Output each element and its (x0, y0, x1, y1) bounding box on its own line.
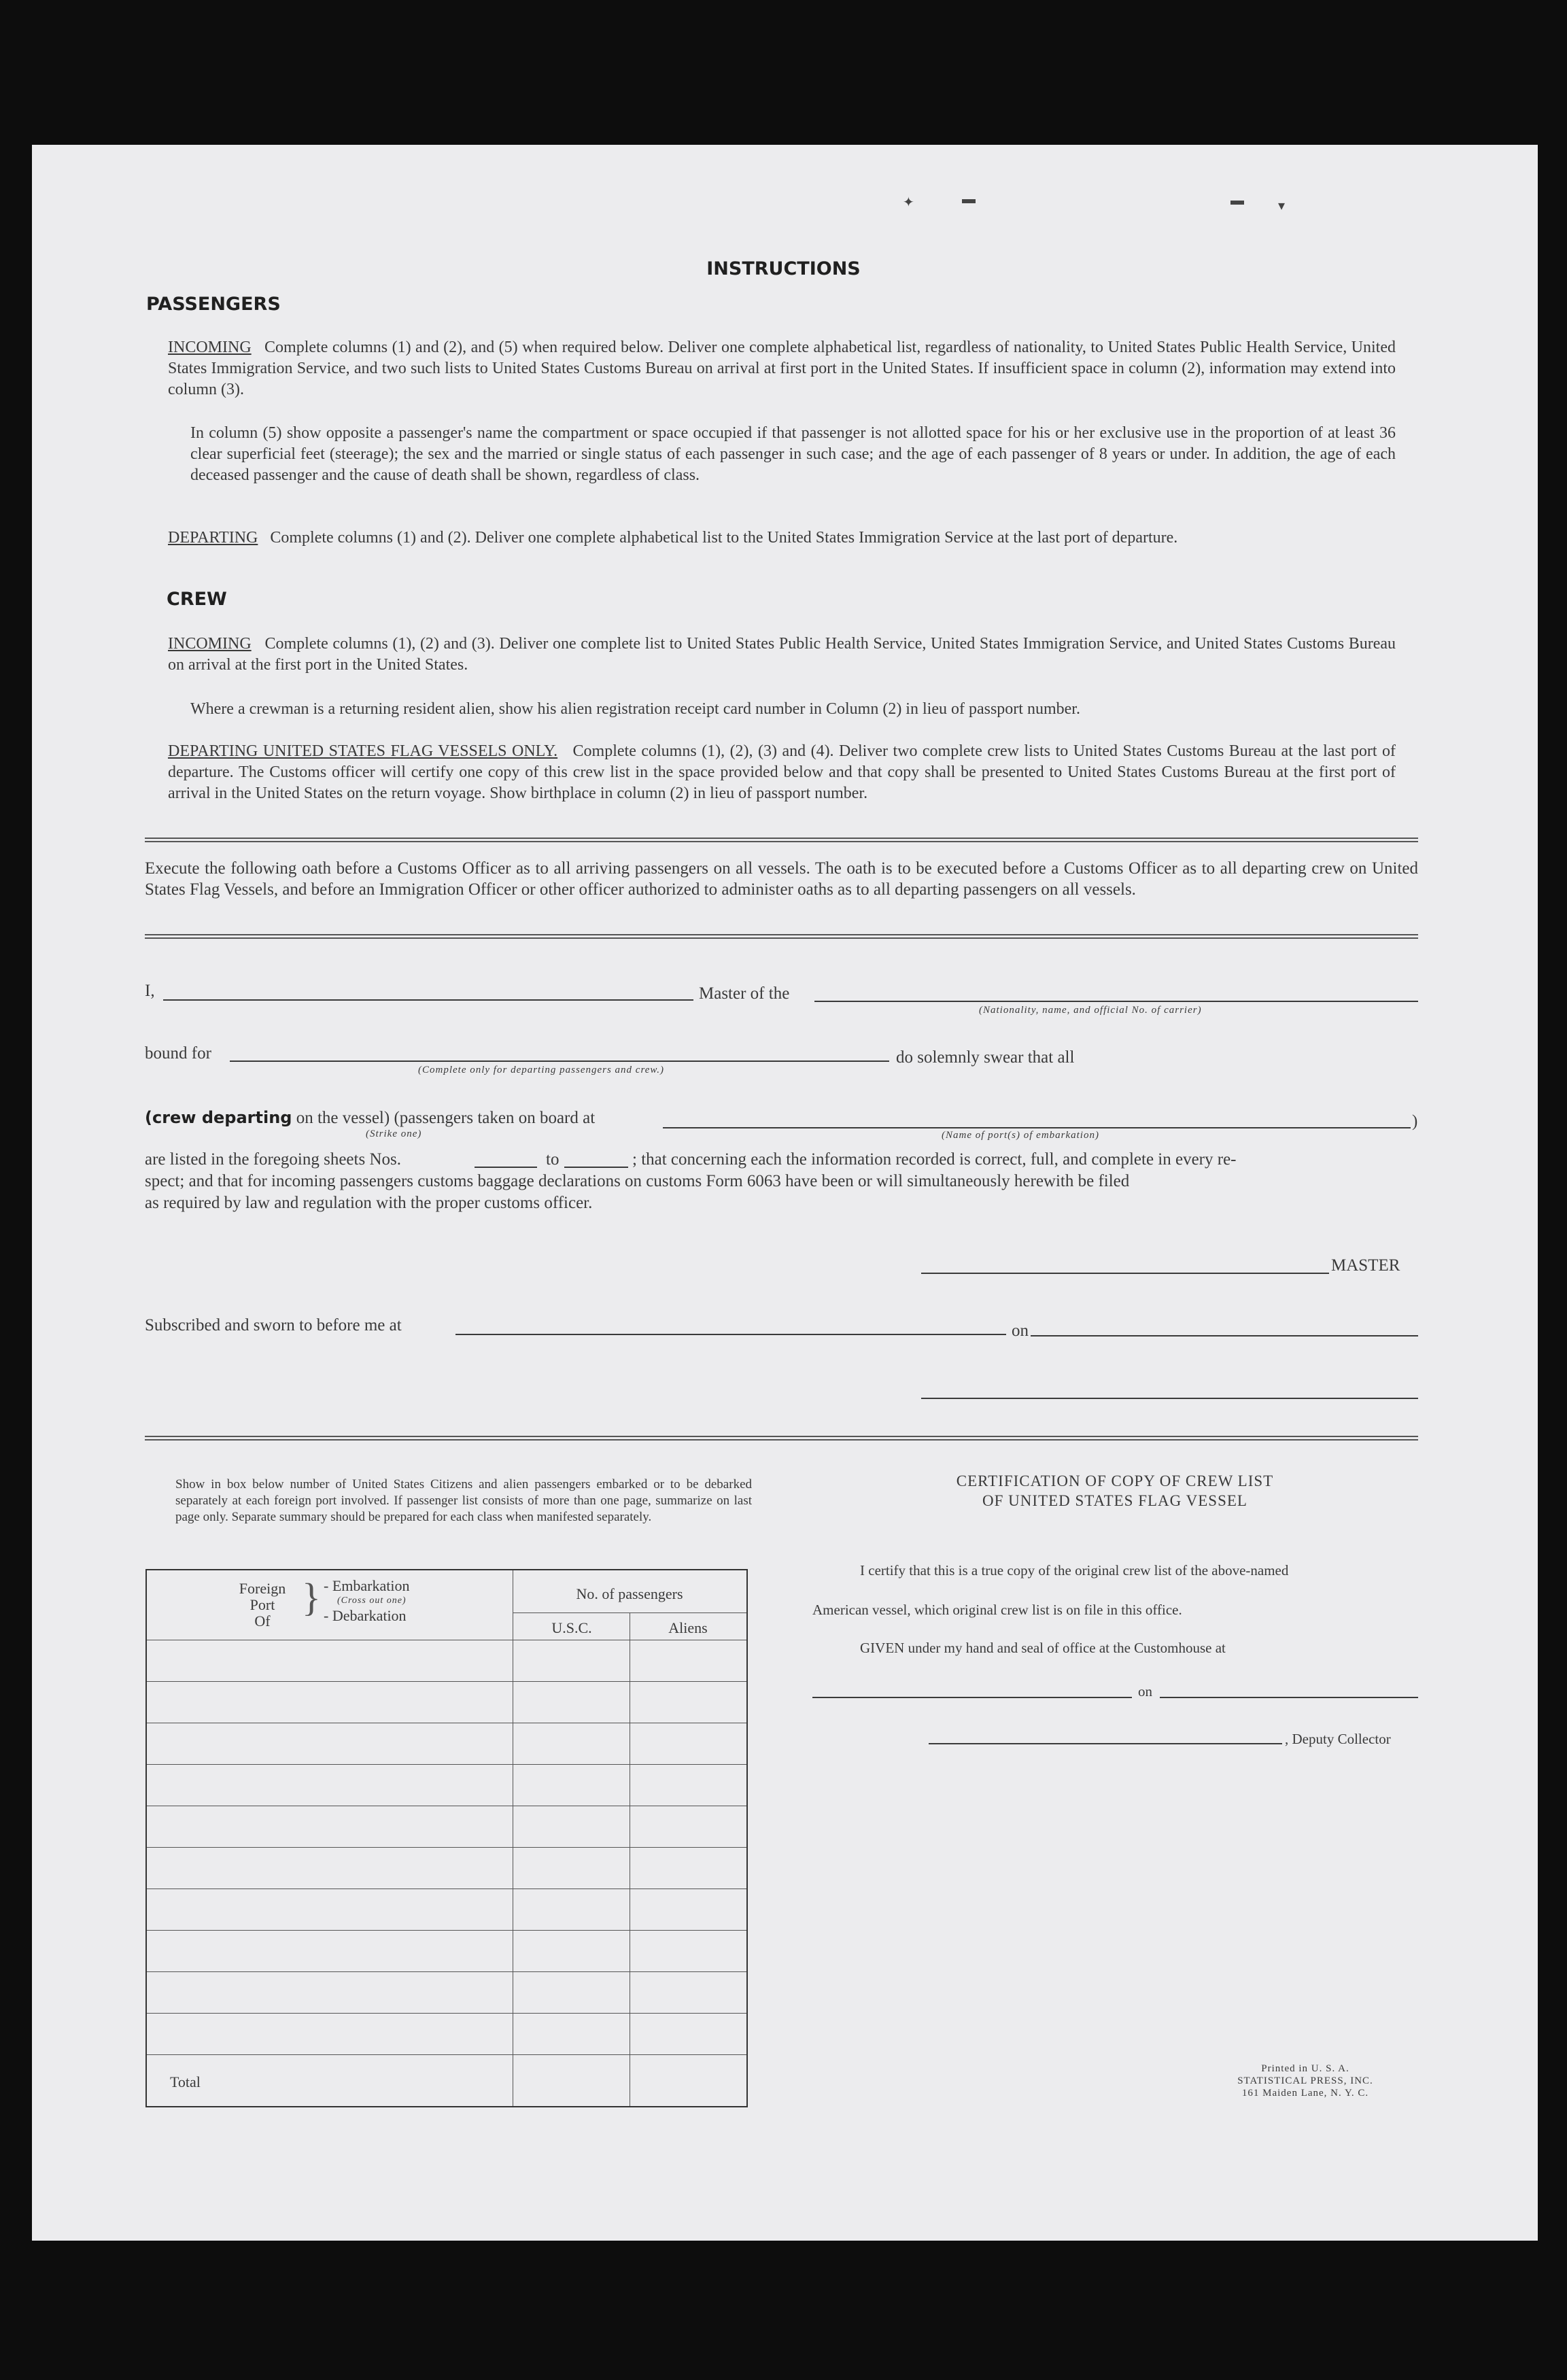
certify-line1: I certify that this is a true copy of the original crew list of the above-named (860, 1562, 1289, 1579)
double-rule (145, 838, 1418, 842)
table-row[interactable] (147, 1971, 746, 1972)
strike-one-note: (Strike one) (366, 1128, 422, 1139)
close-paren: ) (1412, 1112, 1418, 1131)
subscribed-label: Subscribed and sworn to before me at (145, 1316, 402, 1334)
certification-title-line1: CERTIFICATION OF COPY OF CREW LIST (956, 1472, 1274, 1489)
table-row[interactable] (147, 1764, 746, 1765)
passengers-taken-option[interactable]: (passengers taken on board at (394, 1109, 596, 1127)
scan-mark: ✦ (903, 195, 914, 210)
oath-instruction: Execute the following oath before a Customs Officer as to all arriving passengers on all vessels. The oath is to be executed before a Customs Officer as to all departing crew on United States Flag Vessels, and before an Immigration Officer or other officer authorized to administer oaths as to all departing passengers on all vessels. (145, 859, 1418, 899)
table-row[interactable] (147, 2054, 746, 2055)
sworn-place-field[interactable] (455, 1334, 1006, 1335)
officer-signature-field[interactable] (921, 1398, 1418, 1399)
passenger-summary-table (145, 1569, 748, 2107)
sheet-from-field[interactable] (475, 1167, 537, 1168)
double-rule (145, 1436, 1418, 1441)
departing-us-flag (168, 741, 1396, 804)
crew-incoming (168, 634, 1396, 676)
nationality-note: (Nationality, name, and official No. of carrier) (979, 1005, 1202, 1016)
passengers-heading: PASSENGERS (146, 294, 281, 315)
of-text: Of (254, 1612, 271, 1629)
foreign-port-header (228, 1581, 296, 1629)
oath-i-label: I, (145, 982, 155, 1000)
solemnly-swear-label: do solemnly swear that all (896, 1048, 1075, 1067)
departing-us-text: Complete columns (1), (2), (3) and (4). Deliver two complete crew lists to United States Customs Bureau at the last port of departure. The Customs officer will certify one copy of this crew list in the space provided below and that copy shall be presented to United States Customs Bureau at the first port of arrival in the United States on the return voyage. Show birthplace in column (2) in lieu of passport number. (168, 742, 1396, 802)
printer-line3: 161 Maiden Lane, N. Y. C. (1241, 2088, 1369, 2099)
sheet-to-field[interactable] (564, 1167, 628, 1168)
master-signature-field[interactable] (921, 1273, 1329, 1274)
debarkation-text[interactable]: - Debarkation (324, 1607, 407, 1624)
listed-line2: spect; and that for incoming passengers customs baggage declarations on customs Form 6063 have been or will simultaneously herewith be filed (145, 1172, 1130, 1190)
certification-title (812, 1471, 1417, 1511)
table-row[interactable] (147, 1847, 746, 1848)
incoming-label: INCOMING (168, 339, 252, 356)
port-note: (Name of port(s) of embarkation) (942, 1130, 1099, 1141)
crew-heading: CREW (167, 589, 227, 610)
column5-paragraph: In column (5) show opposite a passenger's name the compartment or space occupied if that passenger is not allotted space for his or her exclusive use in the proportion of at least 36 clear superficial feet (steerage); the sex and the married or single status of each passenger in such case; and the age of each passenger of 8 years or under. In addition, the age of each deceased passenger and the cause of death shall be shown, regardless of class. (190, 424, 1396, 484)
passengers-incoming (168, 337, 1396, 400)
on-the-vessel-text: on the vessel) (296, 1109, 390, 1127)
cert-on-label: on (1138, 1683, 1152, 1700)
embarkation-port-field[interactable] (663, 1127, 1411, 1128)
scan-mark: ▬ (1230, 193, 1244, 208)
on-label: on (1012, 1322, 1029, 1340)
bound-for-label: bound for (145, 1044, 211, 1063)
master-label: MASTER (1331, 1256, 1400, 1275)
listed-line3: as required by law and regulation with the proper customs officer. (145, 1194, 593, 1212)
sworn-date-field[interactable] (1031, 1335, 1418, 1336)
crew-departing-option[interactable]: (crew departing (145, 1108, 292, 1127)
no-of-passengers-header: No. of passengers (576, 1585, 683, 1602)
table-row[interactable] (147, 1930, 746, 1931)
instructions-title: INSTRUCTIONS (706, 258, 861, 279)
aliens-header: Aliens (668, 1619, 708, 1636)
departing-label: DEPARTING (168, 529, 258, 547)
usc-header: U.S.C. (551, 1619, 592, 1636)
port-text: Port (249, 1596, 275, 1613)
passengers-departing (168, 528, 1396, 549)
table-row[interactable] (147, 1681, 746, 1682)
departing-us-label: DEPARTING UNITED STATES FLAG VESSELS ONLY. (168, 742, 558, 760)
bound-for-field[interactable] (230, 1060, 889, 1062)
customhouse-field[interactable] (812, 1697, 1132, 1698)
printer-line1: Printed in U. S. A. (1261, 2063, 1349, 2074)
crew-passenger-line (145, 1108, 595, 1128)
incoming-text: Complete columns (1) and (2), and (5) when required below. Deliver one complete alphabetical list, regardless of nationality, to United States Public Health Service, United States Immigration Service, and two such lists to United States Customs Bureau on arrival at first port in the United States. If insufficient space in column (2), information may extend into column (3). (168, 339, 1396, 398)
table-row[interactable] (147, 2013, 746, 2014)
cross-out-note: (Cross out one) (337, 1596, 407, 1606)
cert-date-field[interactable] (1160, 1697, 1418, 1698)
master-of-the-label: Master of the (699, 984, 790, 1003)
deputy-collector-label: , Deputy Collector (1285, 1731, 1391, 1747)
carrier-field[interactable] (814, 1001, 1418, 1002)
double-rule (145, 934, 1418, 939)
total-label: Total (170, 2073, 201, 2090)
printer-imprint (1203, 2063, 1407, 2099)
departing-text: Complete columns (1) and (2). Deliver one complete alphabetical list to the United States Immigration Service at the last port of departure. (270, 529, 1178, 547)
certify-line2: American vessel, which original crew list is on file in this office. (812, 1602, 1182, 1618)
listed-prefix: are listed in the foregoing sheets Nos. (145, 1150, 401, 1169)
scan-mark: ▾ (1278, 199, 1286, 213)
to-label: to (546, 1150, 559, 1169)
printer-line2: STATISTICAL PRESS, INC. (1237, 2075, 1373, 2086)
scan-mark: ▬ (962, 192, 976, 207)
brace-glyph: } (302, 1575, 321, 1619)
foreign-text: Foreign (239, 1580, 286, 1597)
crewman-paragraph: Where a crewman is a returning resident alien, show his alien registration receipt card number in Column (2) in lieu of passport number. (190, 700, 1080, 718)
summary-note: Show in box below number of United States Citizens and alien passengers embarked or to be debarked separately at each foreign port involved. If passenger list consists of more than one page, summarize on last page only. Separate summary should be prepared for each class when manifested separately. (175, 1477, 752, 1524)
crew-incoming-text: Complete columns (1), (2) and (3). Deliver one complete list to United States Public Health Service, United States Immigration Service, and United States Customs Bureau on arrival at the first port in the United States. (168, 635, 1396, 674)
master-name-field[interactable] (163, 999, 693, 1001)
deputy-signature-field[interactable] (929, 1743, 1282, 1744)
certification-title-line2: OF UNITED STATES FLAG VESSEL (982, 1492, 1247, 1509)
crew-incoming-label: INCOMING (168, 635, 252, 653)
table-header-divider (513, 1612, 746, 1613)
complete-only-note: (Complete only for departing passengers and crew.) (418, 1065, 665, 1075)
embarkation-text[interactable]: - Embarkation (324, 1577, 410, 1594)
embark-debark-header (324, 1579, 409, 1623)
given-line: GIVEN under my hand and seal of office at the Customhouse at (860, 1640, 1226, 1656)
listed-suffix: ; that concerning each the information recorded is correct, full, and complete in every re- (632, 1150, 1237, 1169)
